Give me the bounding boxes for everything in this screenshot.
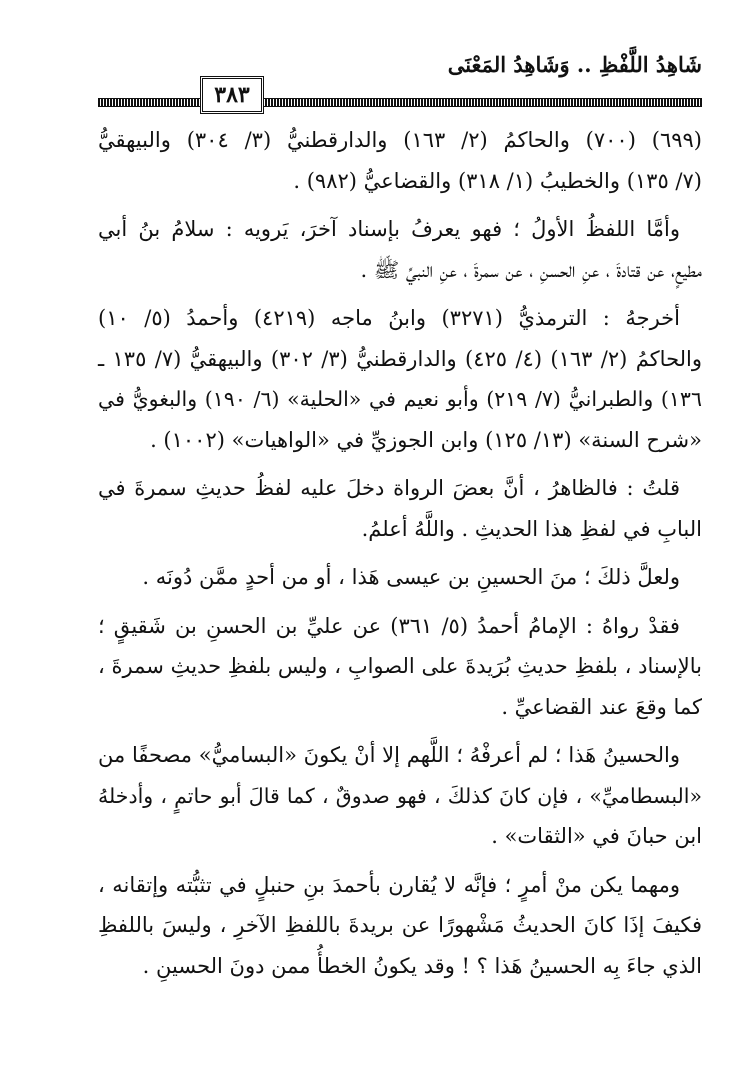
page-number: ٣٨٣ [200,76,264,114]
paragraph-takhrij-1 [98,120,702,201]
text-line: (٧/ ١٣٥) والخطيبُ (١/ ٣١٨) والقضاعيُّ (٩٨٢) . [293,168,702,193]
paragraph-cause [98,557,702,598]
text-line: قلتُ : فالظاهرُ ، أنَّ بعضَ الرواة دخلَ عليه لفظُ حديثِ سمرةَ في [98,476,680,500]
text-line: والحسينُ هَذا ؛ لم أعرفْهُ ؛ اللَّهم إلا أنْ يكونَ «البساميُّ» مصحفًا من [98,743,680,767]
header-rule-right [262,98,702,107]
text-line: فقدْ رواهُ : الإمامُ أحمدُ (٥/ ٣٦١) عن عليِّ بن الحسنِ بن شَقيقٍ ؛ [98,613,680,638]
paragraph-ahmad [98,606,702,728]
text-line: الذي جاءَ بِه الحسينُ هَذا ؟ ! وقد يكونُ الخطأُ ممن دونَ الحسينِ . [142,953,702,978]
paragraph-husayn [98,735,702,857]
paragraph-opinion [98,468,702,549]
paragraph-takhrij-2 [98,298,702,460]
paragraph-first-wording [98,209,702,290]
text-line: البابِ في لفظِ هذا الحديثِ . واللَّهُ أعلمُ. [361,516,702,541]
header-rule-left [98,98,200,107]
text-line: مطيعٍ، عن قتادةَ ، عنِ الحسنِ ، عن سمرةَ ، عنِ النبيِّ ﷺ . [360,257,702,282]
text-line: ومهما يكن منْ أمرٍ ؛ فإنَّه لا يُقارن بأحمدَ بنِ حنبلٍ في تثبُّته وإتقانه ، [98,872,680,897]
text-line: ابن حبانَ في «الثقات» . [491,824,702,848]
text-line: كما وقعَ عند القضاعيِّ . [501,694,702,719]
text-line: «شرح السنة» (١٣/ ١٢٥) وابن الجوزيِّ في «الواهيات» (١٠٠٢) . [150,427,702,452]
text-line: أخرجهُ : الترمذيُّ (٣٢٧١) وابنُ ماجه (٤٢١٩) وأحمدُ (٥/ ١٠) [98,306,680,330]
text-line: فكيفَ إذَا كانَ الحديثُ مَشْهورًا عن بريدةَ باللفظِ الآخرِ ، وليسَ باللفظِ [98,913,702,937]
text-line: ١٣٦) والطبرانيُّ (٧/ ٢١٩) وأبو نعيم في «الحلية» (٦/ ١٩٠) والبغويُّ في [98,387,702,411]
text-line: ولعلَّ ذلكَ ؛ منَ الحسينِ بن عيسى هَذا ، أو من أحدٍ ممَّن دُونَه . [142,565,680,589]
text-line: «البسطاميِّ» ، فإن كانَ كذلكَ ، فهو صدوقٌ ، كما قالَ أبو حاتمٍ ، وأدخلهُ [98,783,702,808]
body-text [98,120,702,994]
text-line: بالإسناد ، بلفظِ حديثِ بُرَيدةَ على الصوابِ ، وليس بلفظِ حديثِ سمرةَ ، [98,654,702,678]
text-line: وأمَّا اللفظُ الأولُ ؛ فهو يعرفُ بإسناد آخرَ، يَرويه : سلامُ بنُ أبي [98,217,680,241]
paragraph-conclusion [98,865,702,987]
running-title: شَاهِدُ اللَّفْظِ .. وَشَاهِدُ المَعْنَى [447,52,702,77]
text-line: والحاكمُ (٢/ ١٦٣) (٤/ ٤٢٥) والدارقطنيُّ (٣/ ٣٠٢) والبيهقيُّ (٧/ ١٣٥ ـ [98,346,702,371]
page-header [98,50,702,90]
text-line: (٦٩٩) (٧٠٠) والحاكمُ (٢/ ١٦٣) والدارقطنيُّ (٣/ ٣٠٤) والبيهقيُّ [98,128,702,152]
